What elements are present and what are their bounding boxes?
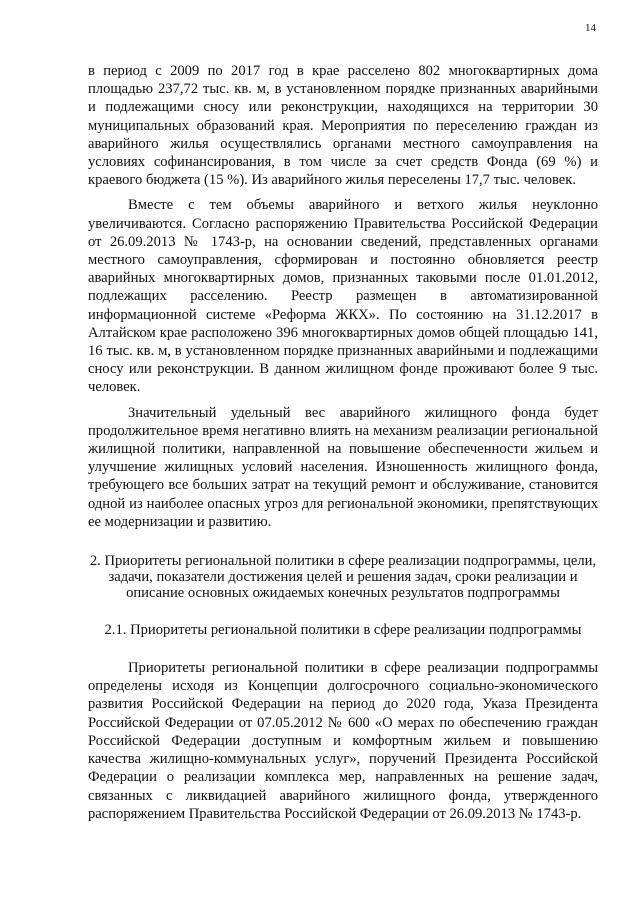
section-heading: 2. Приоритеты региональной политики в сфере реализации подпрограммы, цели, задачи, показатели достижения целей и решения задач, сроки реализации и описание основных ожидаемых конечных результатов подпрограммы <box>89 553 597 602</box>
paragraph-priorities: Приоритеты региональной политики в сфере реализации подпрограммы определены исходя из Концепции долгосрочного социально-экономического развития Российской Федерации на период до 2020 года, Указа Президента Российской Федерации от 07.05.2012 № 600 «О мерах по обеспечению граждан Российской Федерации доступным и комфортным жильем и повышению качества жилищно-коммунальных услуг», поручений Президента Российской Федерации о реализации комплекса мер, направленных на решение задач, связанных с ликвидацией аварийного жилищного фонда, утвержденного распоряжением Правительства Российской Федерации от 26.09.2013 № 1743-р. <box>88 660 598 822</box>
section-subheading: 2.1. Приоритеты региональной политики в сфере реализации подпрограммы <box>104 622 582 639</box>
document-body <box>88 62 598 823</box>
paragraph-resettlement: в период с 2009 по 2017 год в крае расселено 802 многоквартирных дома площадью 237,72 тыс. кв. м, в установленном порядке признанных аварийными и подлежащими сносу или реконструкции, находящихся на территории 30 муниципальных образований края. Мероприятия по переселению граждан из аварийного жилья осуществлялись органами местного самоуправления на условиях софинансирования, в том числе за счет средств Фонда (69 %) и краевого бюджета (15 %). Из аварийного жилья переселены 17,7 тыс. человек. <box>88 63 598 189</box>
page-number: 14 <box>585 22 596 34</box>
paragraph-registry: Вместе с тем объемы аварийного и ветхого жилья неуклонно увеличиваются. Согласно распоряжению Правительства Российской Федерации от 26.09.2013 № 1743-р, на основании сведений, представленных органами местного самоуправления, сформирован и постоянно обновляется реестр аварийных многоквартирных домов, признанных таковыми после 01.01.2012, подлежащих расселению. Реестр размещен в автоматизированной информационной системе «Реформа ЖКХ». По состоянию на 31.12.2017 в Алтайском крае расположено 396 многоквартирных домов общей площадью 141, 16 тыс. кв. м, в установленном порядке признанных аварийными и подлежащими сносу или реконструкции. В данном жилищном фонде проживают более 9 тыс. человек. <box>88 197 598 396</box>
paragraph-emergency-housing-impact: Значительный удельный вес аварийного жилищного фонда будет продолжительное время негативно влиять на механизм реализации региональной жилищной политики, направленной на повышение обеспеченности жильем и улучшение жилищных условий населения. Изношенность жилищного фонда, требующего все больших затрат на текущий ремонт и обслуживание, становится одной из наиболее опасных угроз для региональной экономики, препятствующих ее модернизации и развитию. <box>88 404 598 530</box>
